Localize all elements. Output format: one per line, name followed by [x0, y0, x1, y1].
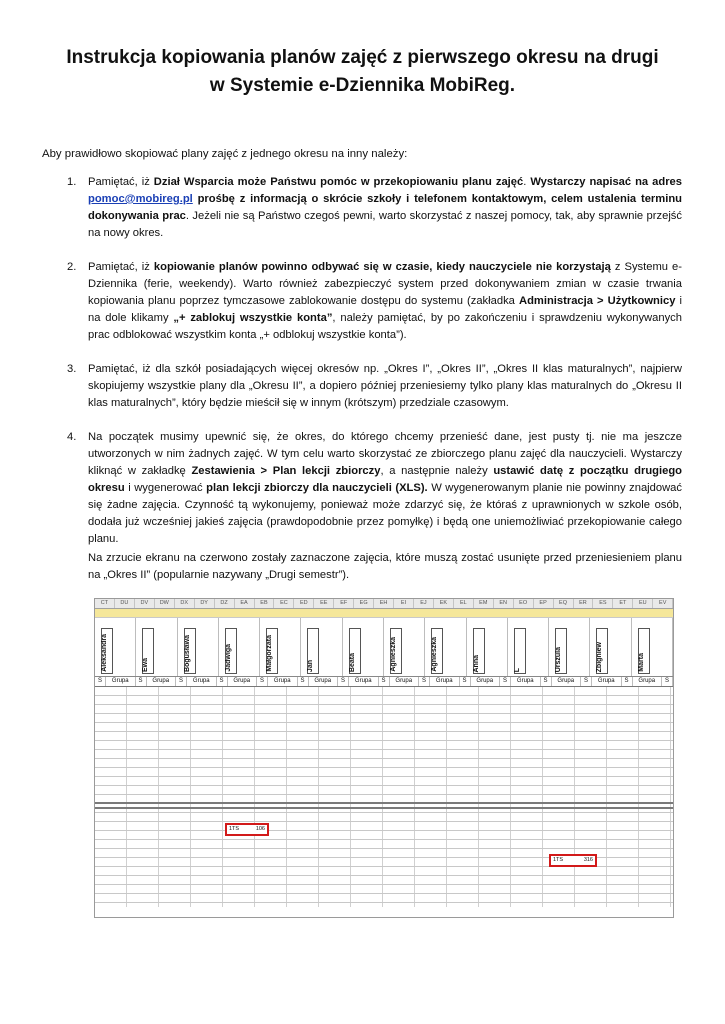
steps-list	[42, 174, 682, 565]
step-bold: kopiowanie planów powinno odbywać się w czasie, kiedy nauczyciele nie korzystają	[153, 261, 611, 273]
lesson-class: 1TS	[229, 826, 240, 832]
teacher-name: Agnieszka	[431, 637, 439, 672]
teacher-column	[178, 618, 219, 676]
column-letter: EC	[274, 599, 294, 608]
teacher-names-row	[95, 618, 673, 677]
column-letter: EO	[514, 599, 534, 608]
s-header: S	[419, 677, 430, 686]
s-header: S	[662, 677, 673, 686]
step-bold: plan lekcji zbiorczy dla nauczycieli (XLS).	[206, 482, 428, 494]
column-letter: EK	[434, 599, 454, 608]
step-1	[42, 174, 682, 242]
title-line-1: Instrukcja kopiowania planów zajęć z pierwszego okresu na drugi	[66, 47, 659, 68]
step-4	[42, 429, 682, 548]
step-bold: Wystarczy napisać na adres	[530, 176, 682, 188]
step-bold: Administracja > Użytkownicy	[518, 295, 676, 307]
s-header: S	[581, 677, 592, 686]
step-number: 2.	[67, 261, 77, 273]
s-header: S	[176, 677, 187, 686]
step-text: , należy pamiętać, by po zakończeniu i sprawdzeniu wykonywanych prac odblokować wszystkim konta „+ odblokuj wszystkie konta”).	[88, 312, 682, 341]
step-text: Na początek musimy upewnić się, że okres, do którego chcemy przenieść dane, jest pusty tj. nie ma jeszcze utworzonych w nim żadnych zajęć. W tym celu warto skorzystać ze zbiorczego planu zajęć dla nauczycieli. Wystarczy kliknąć w zakładkę	[88, 431, 682, 477]
column-letter: EB	[255, 599, 275, 608]
grupa-header: Grupa	[349, 677, 379, 686]
lesson-room: 106	[255, 826, 265, 832]
column-letter: EA	[235, 599, 255, 608]
grupa-header: Grupa	[511, 677, 541, 686]
s-header: S	[217, 677, 228, 686]
support-email-link[interactable]: pomoc@mobireg.pl	[88, 193, 193, 205]
column-letter: EN	[494, 599, 514, 608]
step-number: 3.	[67, 363, 77, 375]
s-header: S	[541, 677, 552, 686]
s-header: S	[460, 677, 471, 686]
grupa-header: Grupa	[633, 677, 663, 686]
column-letter: EH	[374, 599, 394, 608]
step-number: 1.	[67, 176, 77, 188]
column-letter: DV	[135, 599, 155, 608]
lesson-room: 316	[583, 857, 593, 863]
grupa-header: Grupa	[228, 677, 258, 686]
yellow-header-band	[95, 609, 673, 618]
teacher-name: Marta	[637, 653, 645, 672]
grupa-header: Grupa	[592, 677, 622, 686]
grupa-header: Grupa	[106, 677, 136, 686]
spreadsheet-screenshot	[94, 598, 674, 918]
column-letter: EP	[534, 599, 554, 608]
column-letter: EJ	[414, 599, 434, 608]
column-letter: EV	[653, 599, 673, 608]
step-text: z Systemu e-Dziennika (ferie, weekendy). Warto również zabezpieczyć system przed dokonywaniem zmian w czasie trwania kopiowania planu poprzez tymczasowe zablokowanie dostępu do systemu (zakładka	[88, 261, 682, 307]
column-letter: DW	[155, 599, 175, 608]
s-header: S	[338, 677, 349, 686]
step-2	[42, 259, 682, 344]
column-letter: EQ	[554, 599, 574, 608]
column-letter: DY	[195, 599, 215, 608]
column-letter: EI	[394, 599, 414, 608]
step-text: . Jeżeli nie są Państwo czegoś pewni, warto skorzystać z naszej pomocy, tak, aby sprawnie przejść na nowy okres.	[88, 210, 682, 239]
teacher-column	[590, 618, 631, 676]
screenshot-caption: Na zrzucie ekranu na czerwono zostały zaznaczone zajęcia, które muszą zostać usunięte przed przeniesieniem planu na „Okres II” (popularnie nazywany „Drugi semestr”).	[88, 552, 682, 581]
section-divider	[95, 807, 673, 809]
teacher-name: Małgorzata	[266, 635, 274, 672]
column-letter: EL	[454, 599, 474, 608]
s-header: S	[257, 677, 268, 686]
column-letter: EG	[354, 599, 374, 608]
teacher-name: Ewa	[142, 657, 150, 672]
grupa-header: Grupa	[471, 677, 501, 686]
teacher-column	[260, 618, 301, 676]
s-header: S	[622, 677, 633, 686]
teacher-name: L	[513, 667, 521, 672]
column-letter: ER	[574, 599, 594, 608]
column-letter: EM	[474, 599, 494, 608]
highlighted-lesson-2	[549, 854, 597, 867]
teacher-name: Urszula	[555, 646, 563, 672]
teacher-name: Jan	[307, 659, 315, 672]
column-letter: EF	[334, 599, 354, 608]
teacher-column	[301, 618, 342, 676]
step-text: Pamiętać, iż dla szkół posiadających więcej okresów np. „Okres I”, „Okres II”, „Okres II klas maturalnych”, najpierw skopiujemy wszystkie plany dla „Okresu II”, a dopiero później przeniesiemy tylko plany klas maturalnych do „Okresu II klas maturalnych”, który będzie mieścił się w innym (krótszym) przedziale czasowym.	[88, 363, 682, 409]
teacher-name: Beata	[348, 652, 356, 672]
teacher-column	[219, 618, 260, 676]
column-letter: EE	[314, 599, 334, 608]
teacher-column	[425, 618, 466, 676]
step-bold: ustawić datę z początku drugiego okresu	[88, 465, 682, 494]
schedule-grid	[95, 687, 673, 907]
grupa-header: Grupa	[309, 677, 339, 686]
step-text: Pamiętać, iż	[88, 176, 154, 188]
teacher-column	[549, 618, 590, 676]
s-header: S	[379, 677, 390, 686]
teacher-name: Agnieszka	[389, 637, 397, 672]
step-text: , a następnie należy	[380, 465, 494, 477]
lesson-class: 1TS	[553, 857, 564, 863]
step-bold: Dział Wsparcia może Państwu pomóc w przekopiowaniu planu zajęć	[153, 176, 524, 188]
grupa-header: Grupa	[147, 677, 177, 686]
teacher-name: Jadwiga	[224, 644, 232, 672]
column-letter: DX	[175, 599, 195, 608]
column-letter: ET	[613, 599, 633, 608]
step-3	[42, 361, 682, 412]
grupa-header: Grupa	[187, 677, 217, 686]
teacher-column	[632, 618, 673, 676]
step-text: Pamiętać, iż	[88, 261, 154, 273]
column-letter: ES	[593, 599, 613, 608]
subheader-row	[95, 677, 673, 687]
step-text: W wygenerowanym planie nie powinny znajdować się żadne zajęcia. Czynność tą wykonujemy, ponieważ może zdarzyć się, że któraś z uprawnionych w szkole osób, dodała już wcześniej jakieś zajęcia (prawdopodobnie przez pomyłkę) i będą one uniemożliwiać przekopiowanie całego planu.	[88, 482, 682, 545]
column-letter: CT	[95, 599, 115, 608]
step-bold: prośbę z informacją o skrócie szkoły i telefonem kontaktowym, celem ustalenia terminu dokonywania prac	[88, 193, 682, 222]
teacher-name: Anna	[472, 654, 480, 672]
highlighted-lesson-1	[225, 823, 269, 836]
s-header: S	[95, 677, 106, 686]
section-divider	[95, 802, 673, 804]
intro-paragraph: Aby prawidłowo skopiować plany zajęć z jednego okresu na inny należy:	[42, 148, 408, 160]
teacher-column	[508, 618, 549, 676]
teacher-name: Bogusława	[183, 635, 191, 672]
title-line-2: w Systemie e-Dziennika MobiReg.	[209, 75, 516, 96]
grupa-header: Grupa	[268, 677, 298, 686]
column-letter: ED	[294, 599, 314, 608]
step-number: 4.	[67, 431, 77, 443]
step-text: i wygenerować	[124, 482, 207, 494]
grupa-header: Grupa	[552, 677, 582, 686]
column-letter: DZ	[215, 599, 235, 608]
s-header: S	[500, 677, 511, 686]
teacher-column	[343, 618, 384, 676]
grupa-header: Grupa	[390, 677, 420, 686]
column-letter: EU	[633, 599, 653, 608]
s-header: S	[298, 677, 309, 686]
step-text: .	[523, 176, 531, 188]
teacher-column	[95, 618, 136, 676]
teacher-column	[136, 618, 177, 676]
document-title	[0, 44, 725, 100]
column-letters-row	[95, 599, 673, 609]
s-header: S	[136, 677, 147, 686]
teacher-column	[384, 618, 425, 676]
grupa-header: Grupa	[430, 677, 460, 686]
teacher-name: Aleksandra	[101, 634, 108, 672]
step-bold: Zestawienia > Plan lekcji zbiorczy	[191, 465, 381, 477]
teacher-column	[467, 618, 508, 676]
teacher-name: Zbigniew	[596, 641, 604, 672]
column-letter: DU	[115, 599, 135, 608]
step-bold: „+ zablokuj wszystkie konta”	[173, 312, 333, 324]
step-text: i na dole klikamy	[88, 295, 682, 324]
